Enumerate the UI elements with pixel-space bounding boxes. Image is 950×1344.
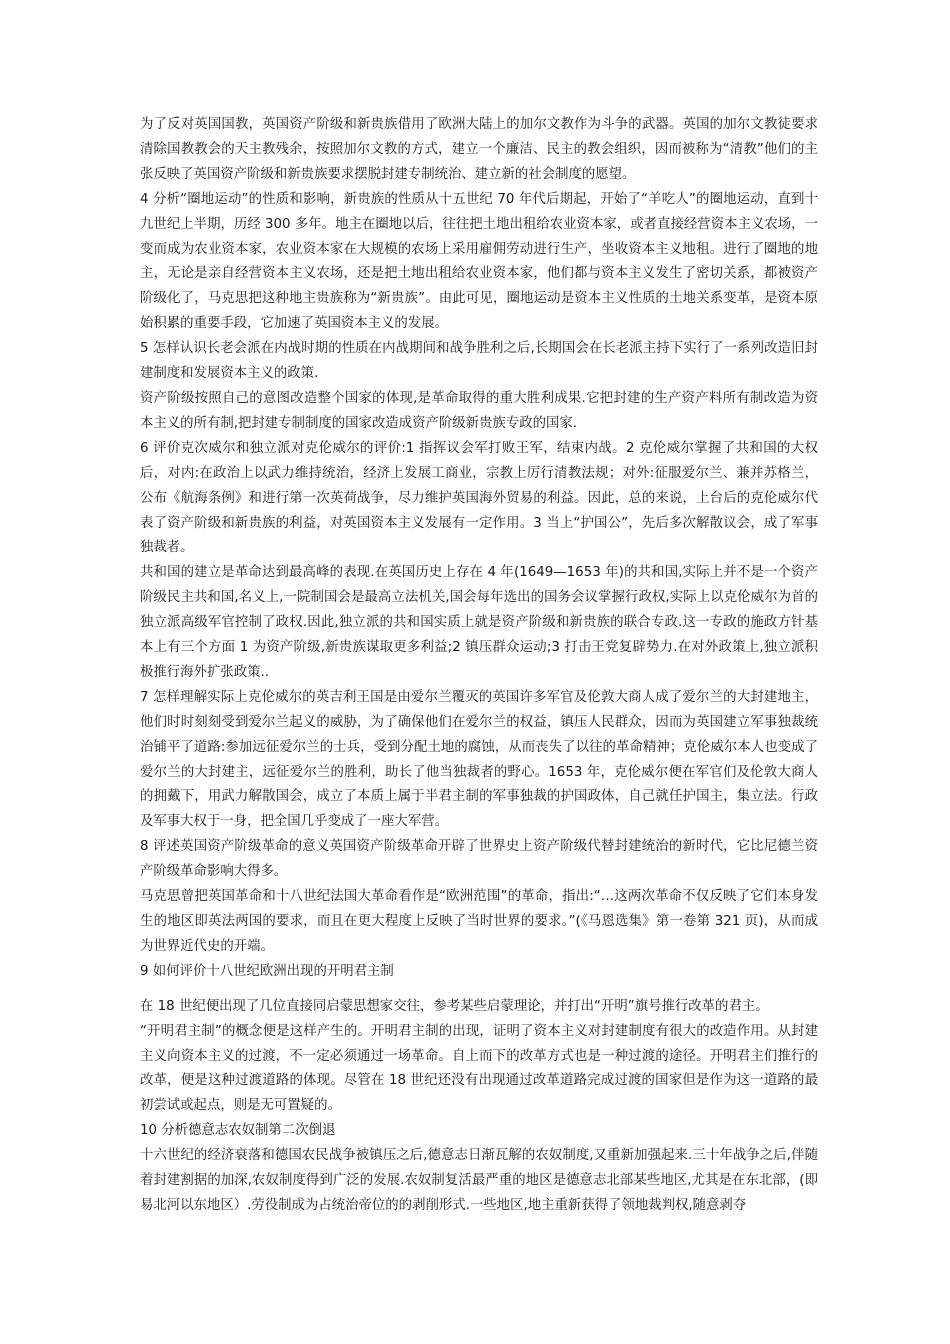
paragraph-cromwell-evaluation: 6 评价克次威尔和独立派对克伦威尔的评价:1 指挥议会军打败王军，结束内战。2 克伦威尔掌握了共和国的大权后，对内:在政治上以武力维持统治，经济上发展工商业，宗教上厉行清教法规；对外:征服爱尔兰、兼并苏格兰，公布《航海条例》和进行第一次英荷战争，尽力维护英国海外贸易的利益。因此，总的来说，上台后的克伦威尔代表了资产阶级和新贵族的利益，对英国资本主义发展有一定作用。3 当上“护国公”，先后多次解散议会，成了军事独裁者。 [140,440,818,556]
paragraph-ireland: 7 怎样理解实际上克伦威尔的英吉利王国是由爱尔兰覆灭的英国许多军官及伦敦大商人成了爱尔兰的大封建地主，他们时时刻刻受到爱尔兰起义的威胁，为了确保他们在爱尔兰的权益，镇压人民群众，因而为英国建立军事独裁统治铺平了道路:参加远征爱尔兰的士兵，受到分配土地的腐蚀，从而丧失了以往的革命精神；克伦威尔本人也变成了爱尔兰的大封建主，远征爱尔兰的胜利，助长了他当独裁者的野心。1653 年，克伦威尔便在军官们及伦敦大商人的拥戴下，用武力解散国会，成立了本质上属于半君主制的军事独裁的护国政体，自己就任护国主，集立法。行政及军事大权于一身，把全国几乎变成了一座大军营。 [140,689,818,830]
paragraph-presbyterian: 5 怎样认识长老会派在内战时期的性质在内战期间和战争胜利之后,长期国会在长老派主持下实行了一系列改造旧封建制度和发展资本主义的政策. [140,341,818,382]
paragraph-enclosure: 4 分析“圈地运动”的性质和影响，新贵族的性质从十五世纪 70 年代后期起，开始了“羊吃人”的圈地运动，直到十九世纪上半期，历经 300 多年。地主在圈地以后，往往把土地出租给农业资本家，或者直接经营资本主义农场，一变而成为农业资本家，农业资本家在大规模的农场上采用雇佣劳动进行生产，坐收资本主义地租。进行了圈地的地主，无论是亲自经营资本主义农场，还是把土地出租给农业资本家，他们都与资本主义发生了密切关系，都被资产阶级化了，马克思把这种地主贵族称为“新贵族”。由此可见，圈地运动是资本主义性质的土地关系变革，是资本原始积累的重要手段，它加速了英国资本主义的发展。 [140,191,818,332]
paragraph-revolution-significance: 8 评述英国资产阶级革命的意义英国资产阶级革命开辟了世界史上资产阶级代替封建统治的新时代，它比尼德兰资产阶级革命影响大得多。 [140,839,818,880]
document-body [140,113,818,1219]
paragraph-commonwealth: 共和国的建立是革命达到最高峰的表现.在英国历史上存在 4 年(1649—1653 年)的共和国,实际上并不是一个资产阶级民主共和国,名义上,一院制国会是最高立法机关,国会每年选出的国务会议掌握行政权,实际上以克伦威尔为首的独立派高级军官控制了政权.因此,独立派的共和国实质上就是资产阶级和新贵族的联合专政.这一专政的施政方针基本上有三个方面 1 为资产阶级,新贵族谋取更多利益;2 镇压群众运动;3 打击王党复辟势力.在对外政策上,独立派积极推行海外扩张政策.. [140,565,818,680]
paragraph-calvinism: 为了反对英国国教，英国资产阶级和新贵族借用了欧洲大陆上的加尔文教作为斗争的武器。英国的加尔文教徒要求清除国教教会的天主教残余，按照加尔文教的方式，建立一个廉洁、民主的教会组织，因而被称为“清教”他们的主张反映了英国资产阶级和新贵族要求摆脱封建专制统治、建立新的社会制度的愿望。 [140,117,818,182]
paragraph-serfdom: 十六世纪的经济衰落和德国农民战争被镇压之后,德意志日渐瓦解的农奴制度,又重新加强起来.三十年战争之后,伴随着封建割据的加深,农奴制度得到广泛的发展.农奴制复活最严重的地区是德意志北部某些地区,尤其是在东北部，(即易北河以东地区）.劳役制成为占统治帝位的的剥削形式.一些地区,地主重新获得了领地裁判权,随意剥夺 [140,1148,818,1213]
paragraph-enlightened-concept: “开明君主制”的概念便是这样产生的。开明君主制的出现，证明了资本主义对封建制度有很大的改造作用。从封建主义向资本主义的过渡，不一定必须通过一场革命。自上而下的改革方式也是一种过渡的途径。开明君主们推行的改革，便是这种过渡道路的体现。尽管在 18 世纪还没有出现通过改革道路完成过渡的国家但是作为这一道路的最初尝试或起点，则是无可置疑的。 [140,1023,818,1114]
paragraph-enlightened-monarchs: 在 18 世纪便出现了几位直接同启蒙思想家交往，参考某些启蒙理论，并打出“开明”旗号推行改革的君主。 [140,998,769,1014]
paragraph-enlightened-heading: 9 如何评价十八世纪欧洲出现的开明君主制 [140,963,394,979]
paragraph-bourgeois-state: 资产阶级按照自己的意图改造整个国家的体现,是革命取得的重大胜利成果.它把封建的生产资产料所有制改造为资本主义的所有制,把封建专制制度的国家改造成资产阶级新贵族专政的国家. [140,390,818,431]
paragraph-serfdom-heading: 10 分析德意志农奴制第二次倒退 [140,1123,336,1139]
paragraph-marx-quote: 马克思曾把英国革命和十八世纪法国大革命看作是“欧洲范围”的革命，指出:“…这两次革命不仅反映了它们本身发生的地区即英法两国的要求，而且在更大程度上反映了当时世界的要求。”(《马恩选集》第一卷第 321 页)，从而成为世界近代史的开端。 [140,889,818,954]
